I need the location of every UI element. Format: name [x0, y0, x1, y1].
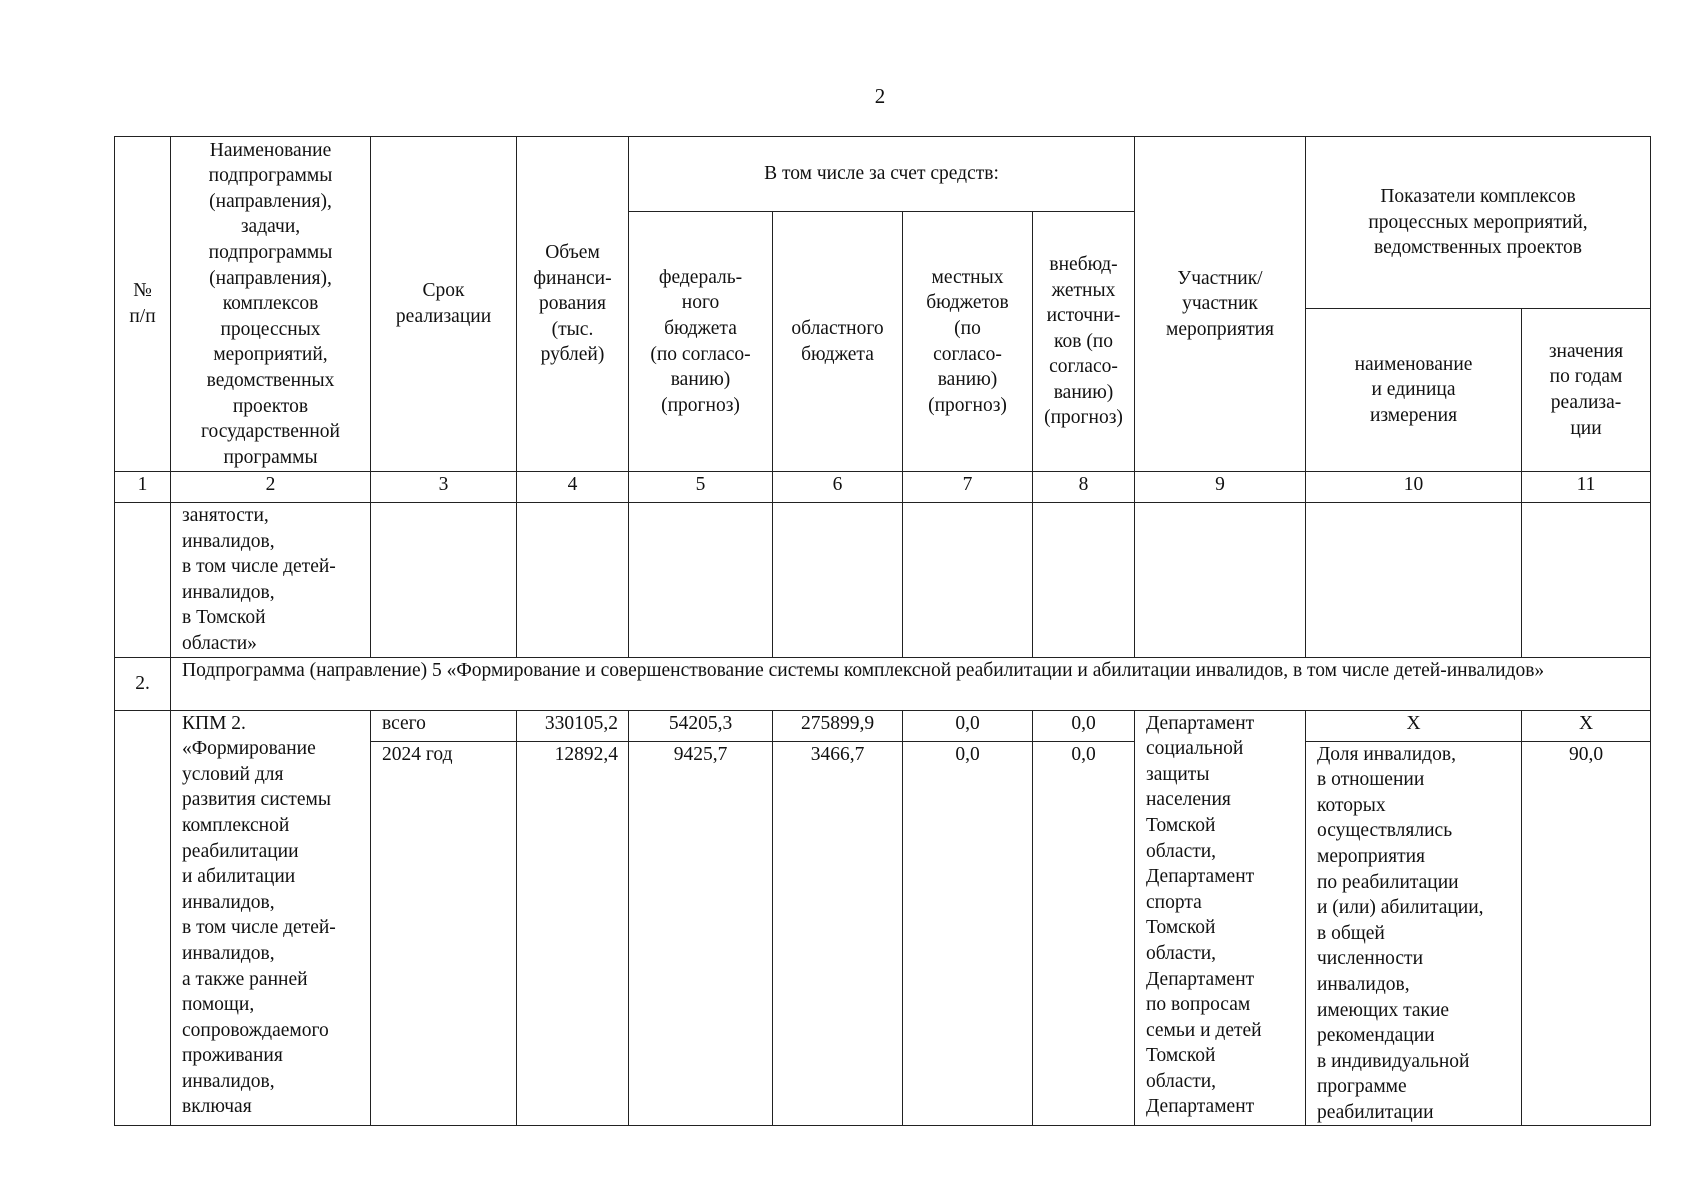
header-local-budgets: местных бюджетов (по согласо- ванию) (прогноз) [903, 212, 1033, 472]
header-indicator-values: значения по годам реализа- ции [1522, 309, 1651, 472]
column-number: 8 [1033, 472, 1135, 503]
kpm-name: КПМ 2. «Формирование условий для развития системы комплексной реабилитации и абилитации инвалидов, в том числе детей- инвалидов, а также ранней помощи, сопровождаемого проживания инвалидов, включая [171, 710, 371, 1126]
total-cell: 12892,4 [517, 741, 629, 1126]
header-federal-budget: федераль- ного бюджета (по согласо- ванию) (прогноз) [629, 212, 773, 472]
local-cell: 0,0 [903, 710, 1033, 741]
column-number: 4 [517, 472, 629, 503]
column-number: 2 [171, 472, 371, 503]
value-cell: Х [1522, 710, 1651, 741]
subprogram-number: 2. [115, 657, 171, 710]
federal-cell: 54205,3 [629, 710, 773, 741]
program-table [114, 136, 1651, 1126]
header-name: Наименование подпрограммы (направления), задачи, подпрограммы (направления), комплексов процессных мероприятий, ведомственных проектов государственной программы [171, 137, 371, 472]
column-number: 10 [1306, 472, 1522, 503]
header-indicator-name: наименование и единица измерения [1306, 309, 1522, 472]
column-number: 1 [115, 472, 171, 503]
page-number: 2 [874, 84, 886, 108]
subprogram-title: Подпрограмма (направление) 5 «Формирование и совершенствование системы комплексной реабилитации и абилитации инвалидов, в том числе детей-инвалидов» [171, 657, 1651, 710]
kpm-participant: Департамент социальной защиты населения Томской области, Департамент спорта Томской области, Департамент по вопросам семьи и детей Томской области, Департамент [1135, 710, 1306, 1126]
header-number: № п/п [115, 137, 171, 472]
column-number: 3 [371, 472, 517, 503]
header-total-funding: Объем финанси- рования (тыс. рублей) [517, 137, 629, 472]
indicator-cell: Х [1306, 710, 1522, 741]
federal-cell: 9425,7 [629, 741, 773, 1126]
extra-cell: 0,0 [1033, 741, 1135, 1126]
column-number: 5 [629, 472, 773, 503]
column-number: 6 [773, 472, 903, 503]
period-cell: 2024 год [371, 741, 517, 1126]
header-indicators-group: Показатели комплексов процессных мероприятий, ведомственных проектов [1306, 137, 1651, 309]
header-extrabudgetary: внебюд- жетных источни- ков (по согласо- ванию) (прогноз) [1033, 212, 1135, 472]
column-numbers-row [115, 472, 1651, 503]
column-number: 7 [903, 472, 1033, 503]
header-funds-group: В том числе за счет средств: [629, 137, 1135, 212]
kpm-total-row [115, 710, 1651, 741]
extra-cell: 0,0 [1033, 710, 1135, 741]
header-period: Срок реализации [371, 137, 517, 472]
continuation-row [115, 503, 1651, 658]
period-cell: всего [371, 710, 517, 741]
continuation-name: занятости, инвалидов, в том числе детей- инвалидов, в Томской области» [171, 503, 371, 658]
header-regional-budget: областного бюджета [773, 212, 903, 472]
column-number: 11 [1522, 472, 1651, 503]
column-number: 9 [1135, 472, 1306, 503]
indicator-cell: Доля инвалидов, в отношении которых осуществлялись мероприятия по реабилитации и (или) абилитации, в общей численности инвалидов, имеющих такие рекомендации в индивидуальной программе реабилитации [1306, 741, 1522, 1126]
regional-cell: 275899,9 [773, 710, 903, 741]
local-cell: 0,0 [903, 741, 1033, 1126]
regional-cell: 3466,7 [773, 741, 903, 1126]
value-cell: 90,0 [1522, 741, 1651, 1126]
subprogram-row [115, 657, 1651, 710]
header-participant: Участник/ участник мероприятия [1135, 137, 1306, 472]
total-cell: 330105,2 [517, 710, 629, 741]
